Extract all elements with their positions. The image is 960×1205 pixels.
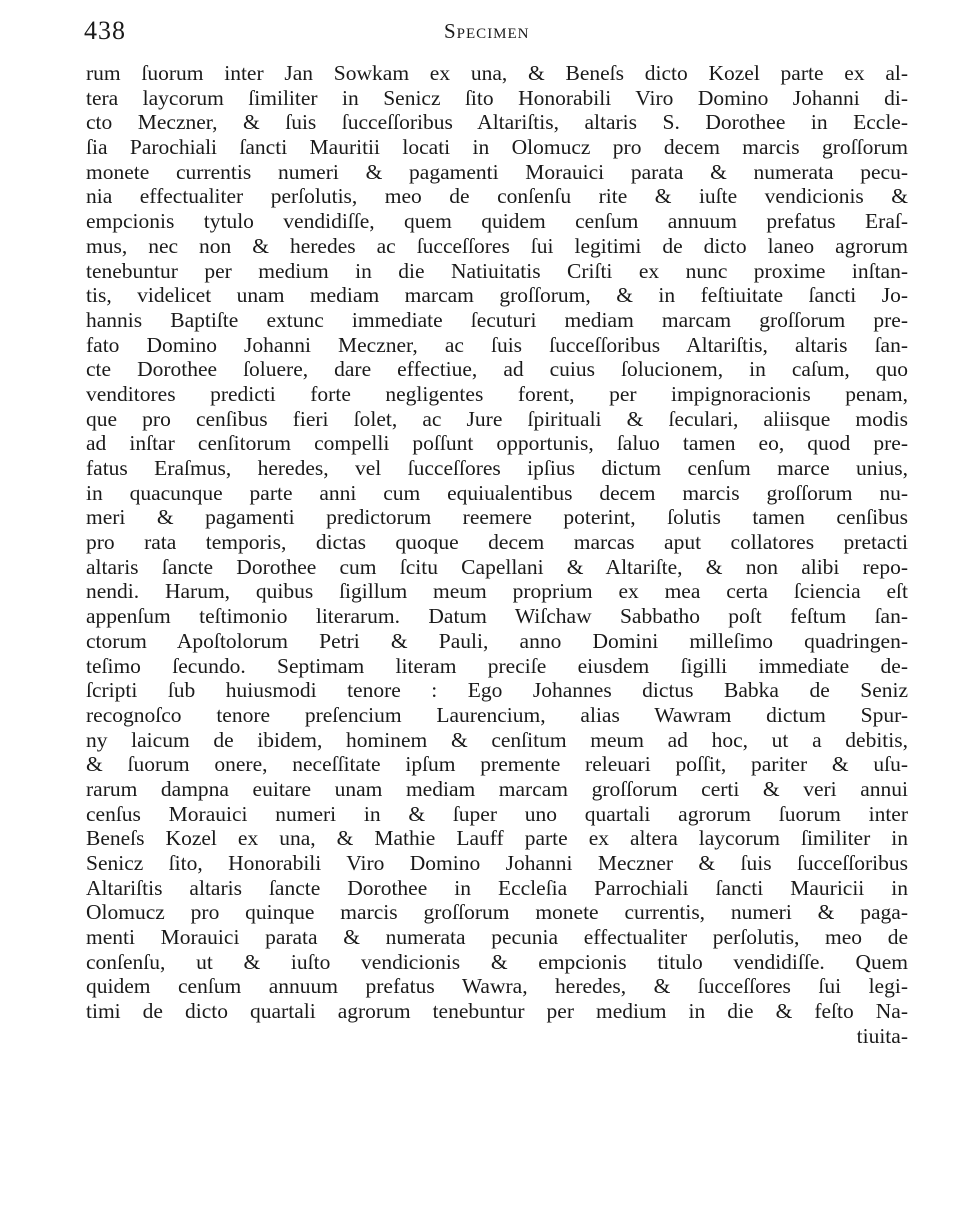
- text-line: empcionis tytulo vendidiſſe, quem quidem cenſum annuum prefatus Eraſ-: [86, 209, 908, 234]
- running-head: Specimen: [444, 19, 530, 43]
- text-line: fato Domino Johanni Meczner, ac ſuis ſucceſſoribus Altariſtis, altaris ſan-: [86, 332, 908, 357]
- text-line: conſenſu, ut & iuſto vendicionis & empcionis titulo vendidiſſe. Quem: [86, 949, 908, 974]
- text-line: venditores predicti forte negligentes forent, per impignoracionis penam,: [86, 381, 908, 406]
- text-line: cte Dorothee ſoluere, dare effectiue, ad cuius ſolucionem, in caſum, quo: [86, 357, 908, 382]
- text-line: timi de dicto quartali agrorum tenebuntur per medium in die & feſto Na-: [86, 999, 908, 1024]
- text-line: hannis Baptiſte extunc immediate ſecuturi mediam marcam groſſorum pre-: [86, 307, 908, 332]
- catchword: tiuita-: [856, 1023, 908, 1048]
- text-line: Senicz ſito, Honorabili Viro Domino Johanni Meczner & ſuis ſucceſſoribus: [86, 851, 908, 875]
- text-line: menti Morauici parata & numerata pecunia effectualiter perſolutis, meo de: [86, 925, 908, 950]
- text-line: monete currentis numeri & pagamenti Morauici parata & numerata pecu-: [86, 159, 908, 184]
- text-line: & ſuorum onere, neceſſitate ipſum premente releuari poſſit, pariter & uſu-: [86, 752, 908, 777]
- text-line: appenſum teſtimonio literarum. Datum Wiſchaw Sabbatho poſt feſtum ſan-: [86, 604, 908, 629]
- body-text: [86, 61, 908, 1049]
- page-number: 438: [84, 16, 126, 45]
- text-line: cto Meczner, & ſuis ſucceſſoribus Altariſtis, altaris S. Dorothee in Eccle-: [86, 110, 908, 135]
- text-line: nendi. Harum, quibus ſigillum meum proprium ex mea certa ſciencia eſt: [86, 579, 908, 604]
- text-line: quidem cenſum annuum prefatus Wawra, heredes, & ſucceſſores ſui legi-: [86, 974, 908, 999]
- text-line: recognoſco tenore preſencium Laurencium, alias Wawram dictum Spur-: [86, 702, 908, 727]
- text-line: fatus Eraſmus, heredes, vel ſucceſſores ipſius dictum cenſum marce unius,: [86, 456, 908, 480]
- text-line: mus, nec non & heredes ac ſucceſſores ſui legitimi de dicto laneo agrorum: [86, 233, 908, 258]
- text-line: ctorum Apoſtolorum Petri & Pauli, anno Domini milleſimo quadringen-: [86, 628, 908, 653]
- page-header: [84, 14, 914, 54]
- text-line: tis, videlicet unam mediam marcam groſſorum, & in feſtiuitate ſancti Jo-: [86, 283, 908, 308]
- text-line: Olomucz pro quinque marcis groſſorum monete currentis, numeri & paga-: [86, 900, 908, 925]
- text-line: Altariſtis altaris ſancte Dorothee in Eccleſia Parrochiali ſancti Mauricii in: [86, 875, 908, 900]
- text-line: nia effectualiter perſolutis, meo de conſenſu rite & iuſte vendicionis &: [86, 184, 908, 209]
- text-line: altaris ſancte Dorothee cum ſcitu Capellani & Altariſte, & non alibi repo-: [86, 554, 908, 579]
- text-line: meri & pagamenti predictorum reemere poterint, ſolutis tamen cenſibus: [86, 505, 908, 530]
- text-line: ad inſtar cenſitorum compelli poſſunt opportunis, ſaluo tamen eo, quod pre-: [86, 431, 908, 456]
- text-line: ny laicum de ibidem, hominem & cenſitum meum ad hoc, ut a debitis,: [86, 727, 908, 752]
- text-line: cenſus Morauici numeri in & ſuper uno quartali agrorum ſuorum inter: [86, 801, 908, 826]
- text-line: ſia Parochiali ſancti Mauritii locati in Olomucz pro decem marcis groſſorum: [86, 135, 908, 160]
- text-line: rarum dampna euitare unam mediam marcam groſſorum certi & veri annui: [86, 776, 908, 801]
- text-line: Beneſs Kozel ex una, & Mathie Lauff parte ex altera laycorum ſimiliter in: [86, 826, 908, 851]
- text-line: tera laycorum ſimiliter in Senicz ſito Honorabili Viro Domino Johanni di-: [86, 85, 908, 110]
- text-line: in quacunque parte anni cum equiualentibus decem marcis groſſorum nu-: [86, 480, 908, 505]
- text-line: tenebuntur per medium in die Natiuitatis Criſti ex nunc proxime inſtan-: [86, 258, 908, 283]
- text-line: que pro cenſibus fieri ſolet, ac Jure ſpirituali & ſeculari, aliisque modis: [86, 406, 908, 431]
- text-line: teſimo ſecundo. Septimam literam preciſe eiusdem ſigilli immediate de-: [86, 653, 908, 678]
- text-line: rum ſuorum inter Jan Sowkam ex una, & Beneſs dicto Kozel parte ex al-: [86, 61, 908, 85]
- text-line: pro rata temporis, dictas quoque decem marcas aput collatores pretacti: [86, 530, 908, 555]
- text-line: ſcripti ſub huiusmodi tenore : Ego Johannes dictus Babka de Seniz: [86, 678, 908, 703]
